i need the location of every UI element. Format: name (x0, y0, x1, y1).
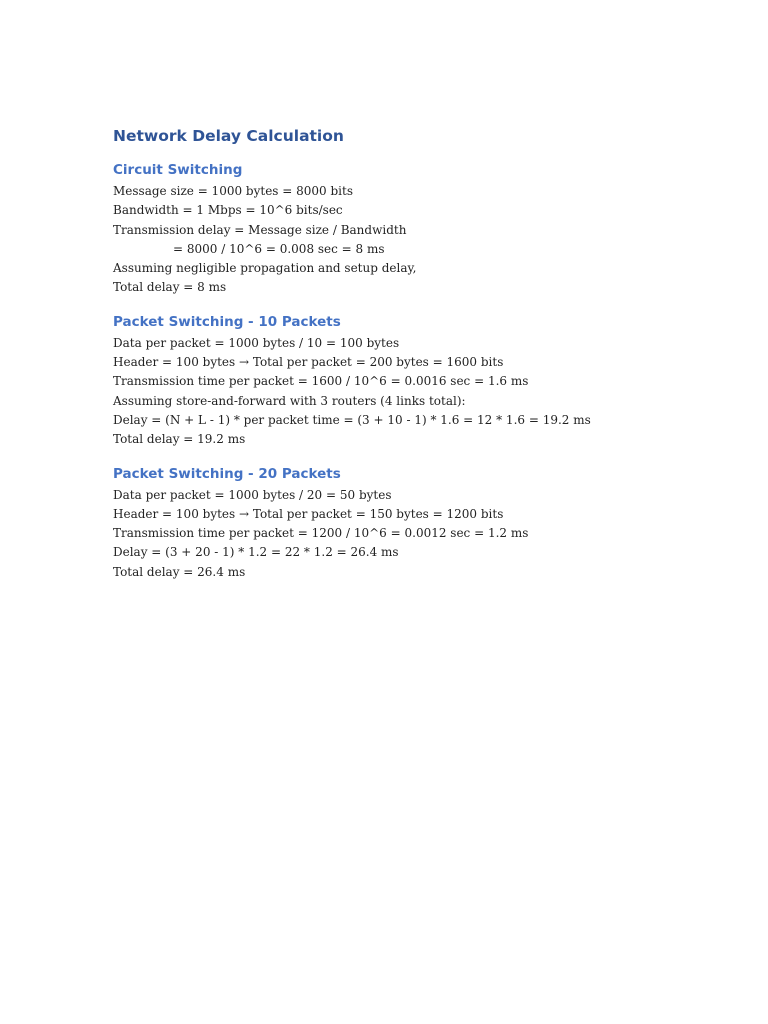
section-circuit-switching (113, 160, 733, 298)
text-line: Delay = (N + L - 1) * per packet time = (3 + 10 - 1) * 1.6 = 12 * 1.6 = 19.2 ms (113, 412, 591, 427)
text-line-indented: = 8000 / 10^6 = 0.008 sec = 8 ms (173, 241, 385, 256)
text-line: Message size = 1000 bytes = 8000 bits (113, 184, 353, 198)
text-line: Header = 100 bytes → Total per packet = 150 bytes = 1200 bits (113, 506, 504, 521)
text-line: Total delay = 19.2 ms (113, 432, 246, 447)
text-line: Transmission delay = Message size / Bandwidth (113, 222, 407, 237)
text-line: Delay = (3 + 20 - 1) * 1.2 = 22 * 1.2 = 26.4 ms (113, 545, 399, 560)
section-packet-switching-10 (113, 312, 733, 450)
text-line: Total delay = 26.4 ms (113, 564, 246, 579)
text-line: Assuming store-and-forward with 3 routers (4 links total): (113, 393, 466, 408)
text-line: Header = 100 bytes → Total per packet = 200 bytes = 1600 bits (113, 355, 504, 370)
section-heading: Packet Switching - 10 Packets (113, 313, 341, 330)
section-packet-switching-20 (113, 464, 733, 582)
document-title: Network Delay Calculation (113, 127, 344, 145)
text-line: Data per packet = 1000 bytes / 20 = 50 bytes (113, 487, 392, 502)
text-line: Total delay = 8 ms (113, 280, 227, 295)
section-heading: Circuit Switching (113, 162, 243, 178)
document-page (113, 124, 733, 582)
text-line: Bandwidth = 1 Mbps = 10^6 bits/sec (113, 203, 343, 218)
text-line: Transmission time per packet = 1200 / 10^6 = 0.0012 sec = 1.2 ms (113, 526, 529, 541)
text-line: Assuming negligible propagation and setup delay, (113, 261, 417, 276)
text-line: Transmission time per packet = 1600 / 10^6 = 0.0016 sec = 1.6 ms (113, 374, 529, 389)
text-line: Data per packet = 1000 bytes / 10 = 100 bytes (113, 335, 400, 350)
section-heading: Packet Switching - 20 Packets (113, 465, 341, 482)
